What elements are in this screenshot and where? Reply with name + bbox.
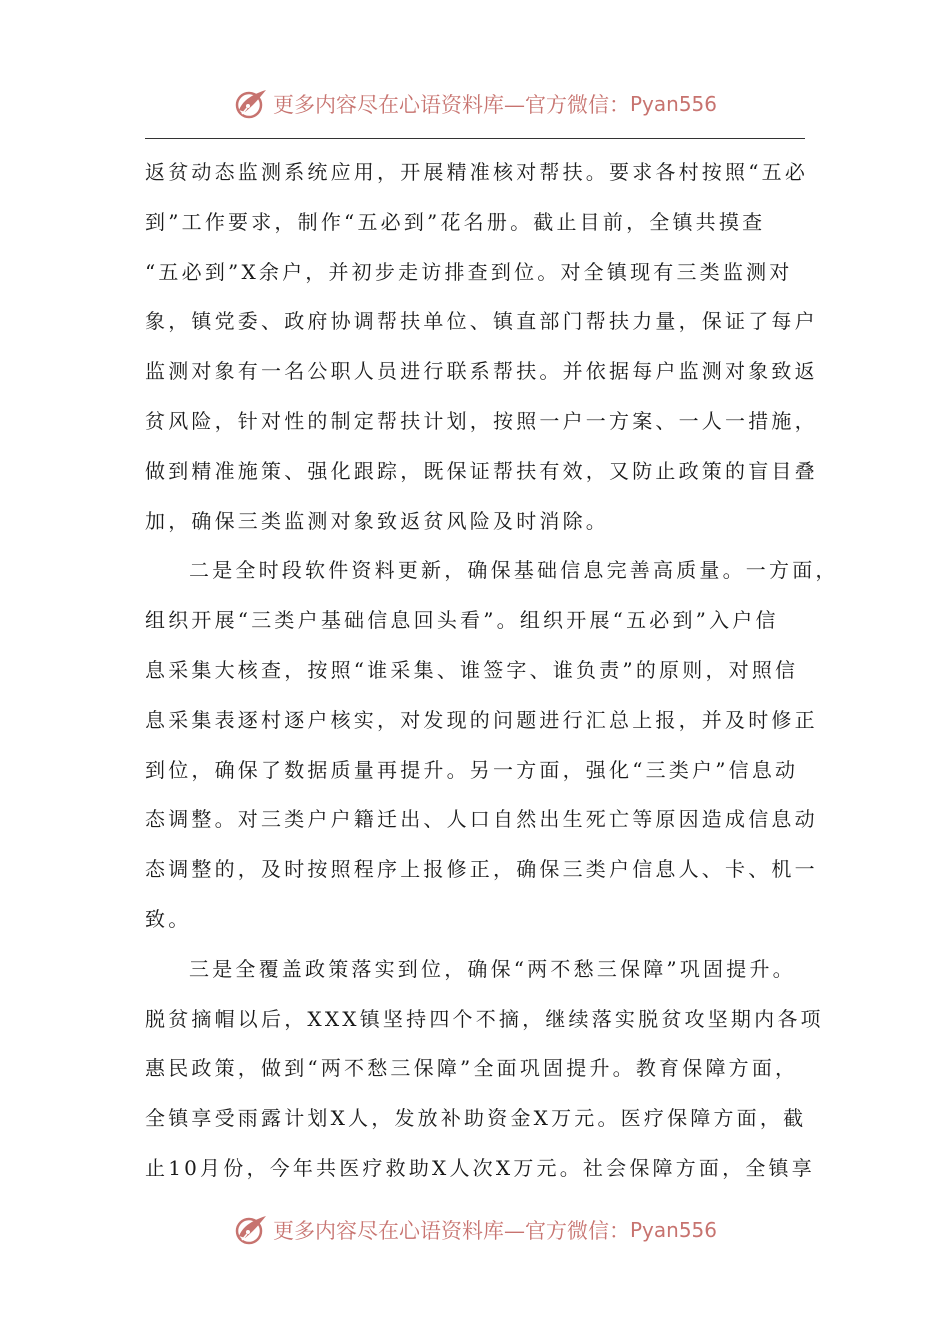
- body-line: 脱贫摘帽以后，XXX镇坚持四个不摘，继续落实脱贫攻坚期内各项: [145, 1006, 824, 1031]
- header-banner: [0, 84, 950, 124]
- body-line: 做到精准施策、强化跟踪，既保证帮扶有效，又防止政策的盲目叠: [145, 458, 818, 483]
- footer-wechat-id: Pyan556: [629, 1218, 717, 1242]
- body-line: 返贫动态监测系统应用，开展精准核对帮扶。要求各村按照“五必: [145, 160, 809, 184]
- body-line: 息采集大核查，按照“谁采集、谁签字、谁负责”的原则，对照信: [145, 657, 799, 682]
- header-divider: [145, 138, 805, 139]
- header-banner-inner: [233, 86, 717, 122]
- body-line: 全镇享受雨露计划X人，发放补助资金X万元。医疗保障方面，截: [145, 1106, 807, 1131]
- header-wechat-id: Pyan556: [629, 92, 717, 116]
- paragraph-start-line: 二是全时段软件资料更新，确保基础信息完善高质量。一方面，: [189, 558, 839, 583]
- footer-brand-text: 更多内容尽在心语资料库—官方微信：: [272, 1219, 630, 1243]
- document-body: [145, 148, 839, 1194]
- body-line: “五必到”X余户，并初步走访排查到位。对全镇现有三类监测对: [145, 259, 793, 284]
- pen-nib-logo-icon: [233, 1212, 269, 1248]
- body-line: 惠民政策，做到“两不愁三保障”全面巩固提升。教育保障方面，: [145, 1056, 799, 1081]
- pen-nib-logo-icon: [233, 86, 269, 122]
- body-line: 监测对象有一名公职人员进行联系帮扶。并依据每户监测对象致返: [145, 359, 818, 384]
- body-line: 到”工作要求，制作“五必到”花名册。截止目前，全镇共摸查: [145, 209, 766, 234]
- body-line: 息采集表逐村逐户核实，对发现的问题进行汇总上报，并及时修正: [145, 707, 818, 732]
- body-line: 加，确保三类监测对象致返贫风险及时消除。: [145, 508, 609, 533]
- paragraph-start-line: 三是全覆盖政策落实到位，确保“两不愁三保障”巩固提升。: [189, 956, 796, 981]
- body-line: 组织开展“三类户基础信息回头看”。组织开展“五必到”入户信: [145, 608, 779, 633]
- body-line: 态调整。对三类户户籍迁出、人口自然出生死亡等原因造成信息动: [145, 807, 818, 832]
- body-line: 到位，确保了数据质量再提升。另一方面，强化“三类户”信息动: [145, 757, 799, 782]
- body-line: 象，镇党委、政府协调帮扶单位、镇直部门帮扶力量，保证了每户: [145, 309, 818, 334]
- body-line: 致。: [145, 906, 192, 931]
- footer-banner: [0, 1210, 950, 1250]
- body-line: 止10月份，今年共医疗救助X人次X万元。社会保障方面，全镇享: [145, 1155, 815, 1180]
- header-brand-text: 更多内容尽在心语资料库—官方微信：: [272, 93, 630, 117]
- footer-banner-inner: [233, 1212, 717, 1248]
- body-line: 态调整的，及时按照程序上报修正，确保三类户信息人、卡、机一: [145, 857, 818, 882]
- body-line: 贫风险，针对性的制定帮扶计划，按照一户一方案、一人一措施，: [145, 408, 818, 433]
